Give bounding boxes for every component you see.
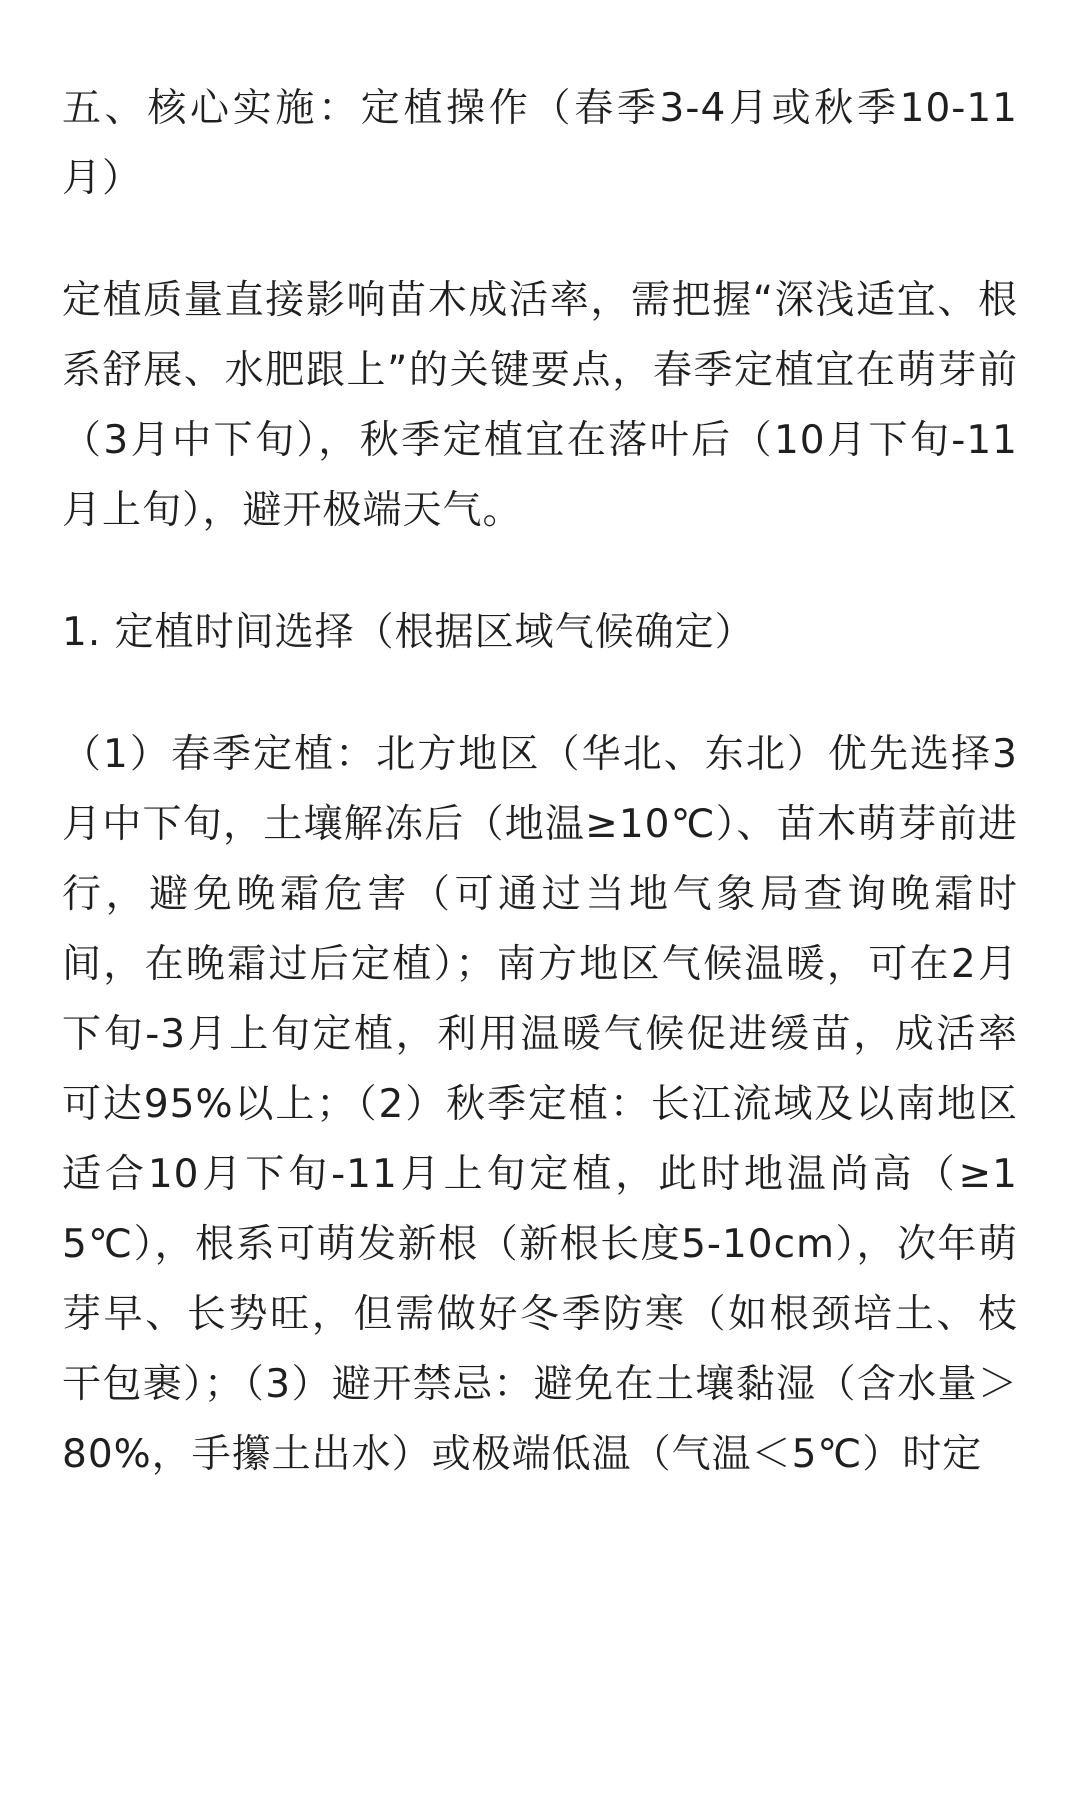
intro-paragraph: 定植质量直接影响苗木成活率，需把握“深浅适宜、根系舒展、水肥跟上”的关键要点，春季定植宜在萌芽前（3月中下旬），秋季定植宜在落叶后（10月下旬-11月上旬），避开极端天气。 [62, 278, 1018, 533]
section-heading: 五、核心实施：定植操作（春季3-4月或秋季10-11月） [62, 86, 1018, 201]
detail-paragraph: （1）春季定植：北方地区（华北、东北）优先选择3月中下旬，土壤解冻后（地温≥10℃）、苗木萌芽前进行，避免晚霜危害（可通过当地气象局查询晚霜时间，在晚霜过后定植）；南方地区气候温暖，可在2月下旬-3月上旬定植，利用温暖气候促进缓苗，成活率可达95%以上；（2）秋季定植：长江流域及以南地区适合10月下旬-11月上旬定植，此时地温尚高（≥15℃），根系可萌发新根（新根长度5-10cm），次年萌芽早、长势旺，但需做好冬季防寒（如根颈培土、枝干包裹）；（3）避开禁忌：避免在土壤黏湿（含水量＞80%，手攥土出水）或极端低温（气温＜5℃）时定 [62, 732, 1018, 1477]
subsection-heading: 1. 定植时间选择（根据区域气候确定） [62, 610, 755, 655]
